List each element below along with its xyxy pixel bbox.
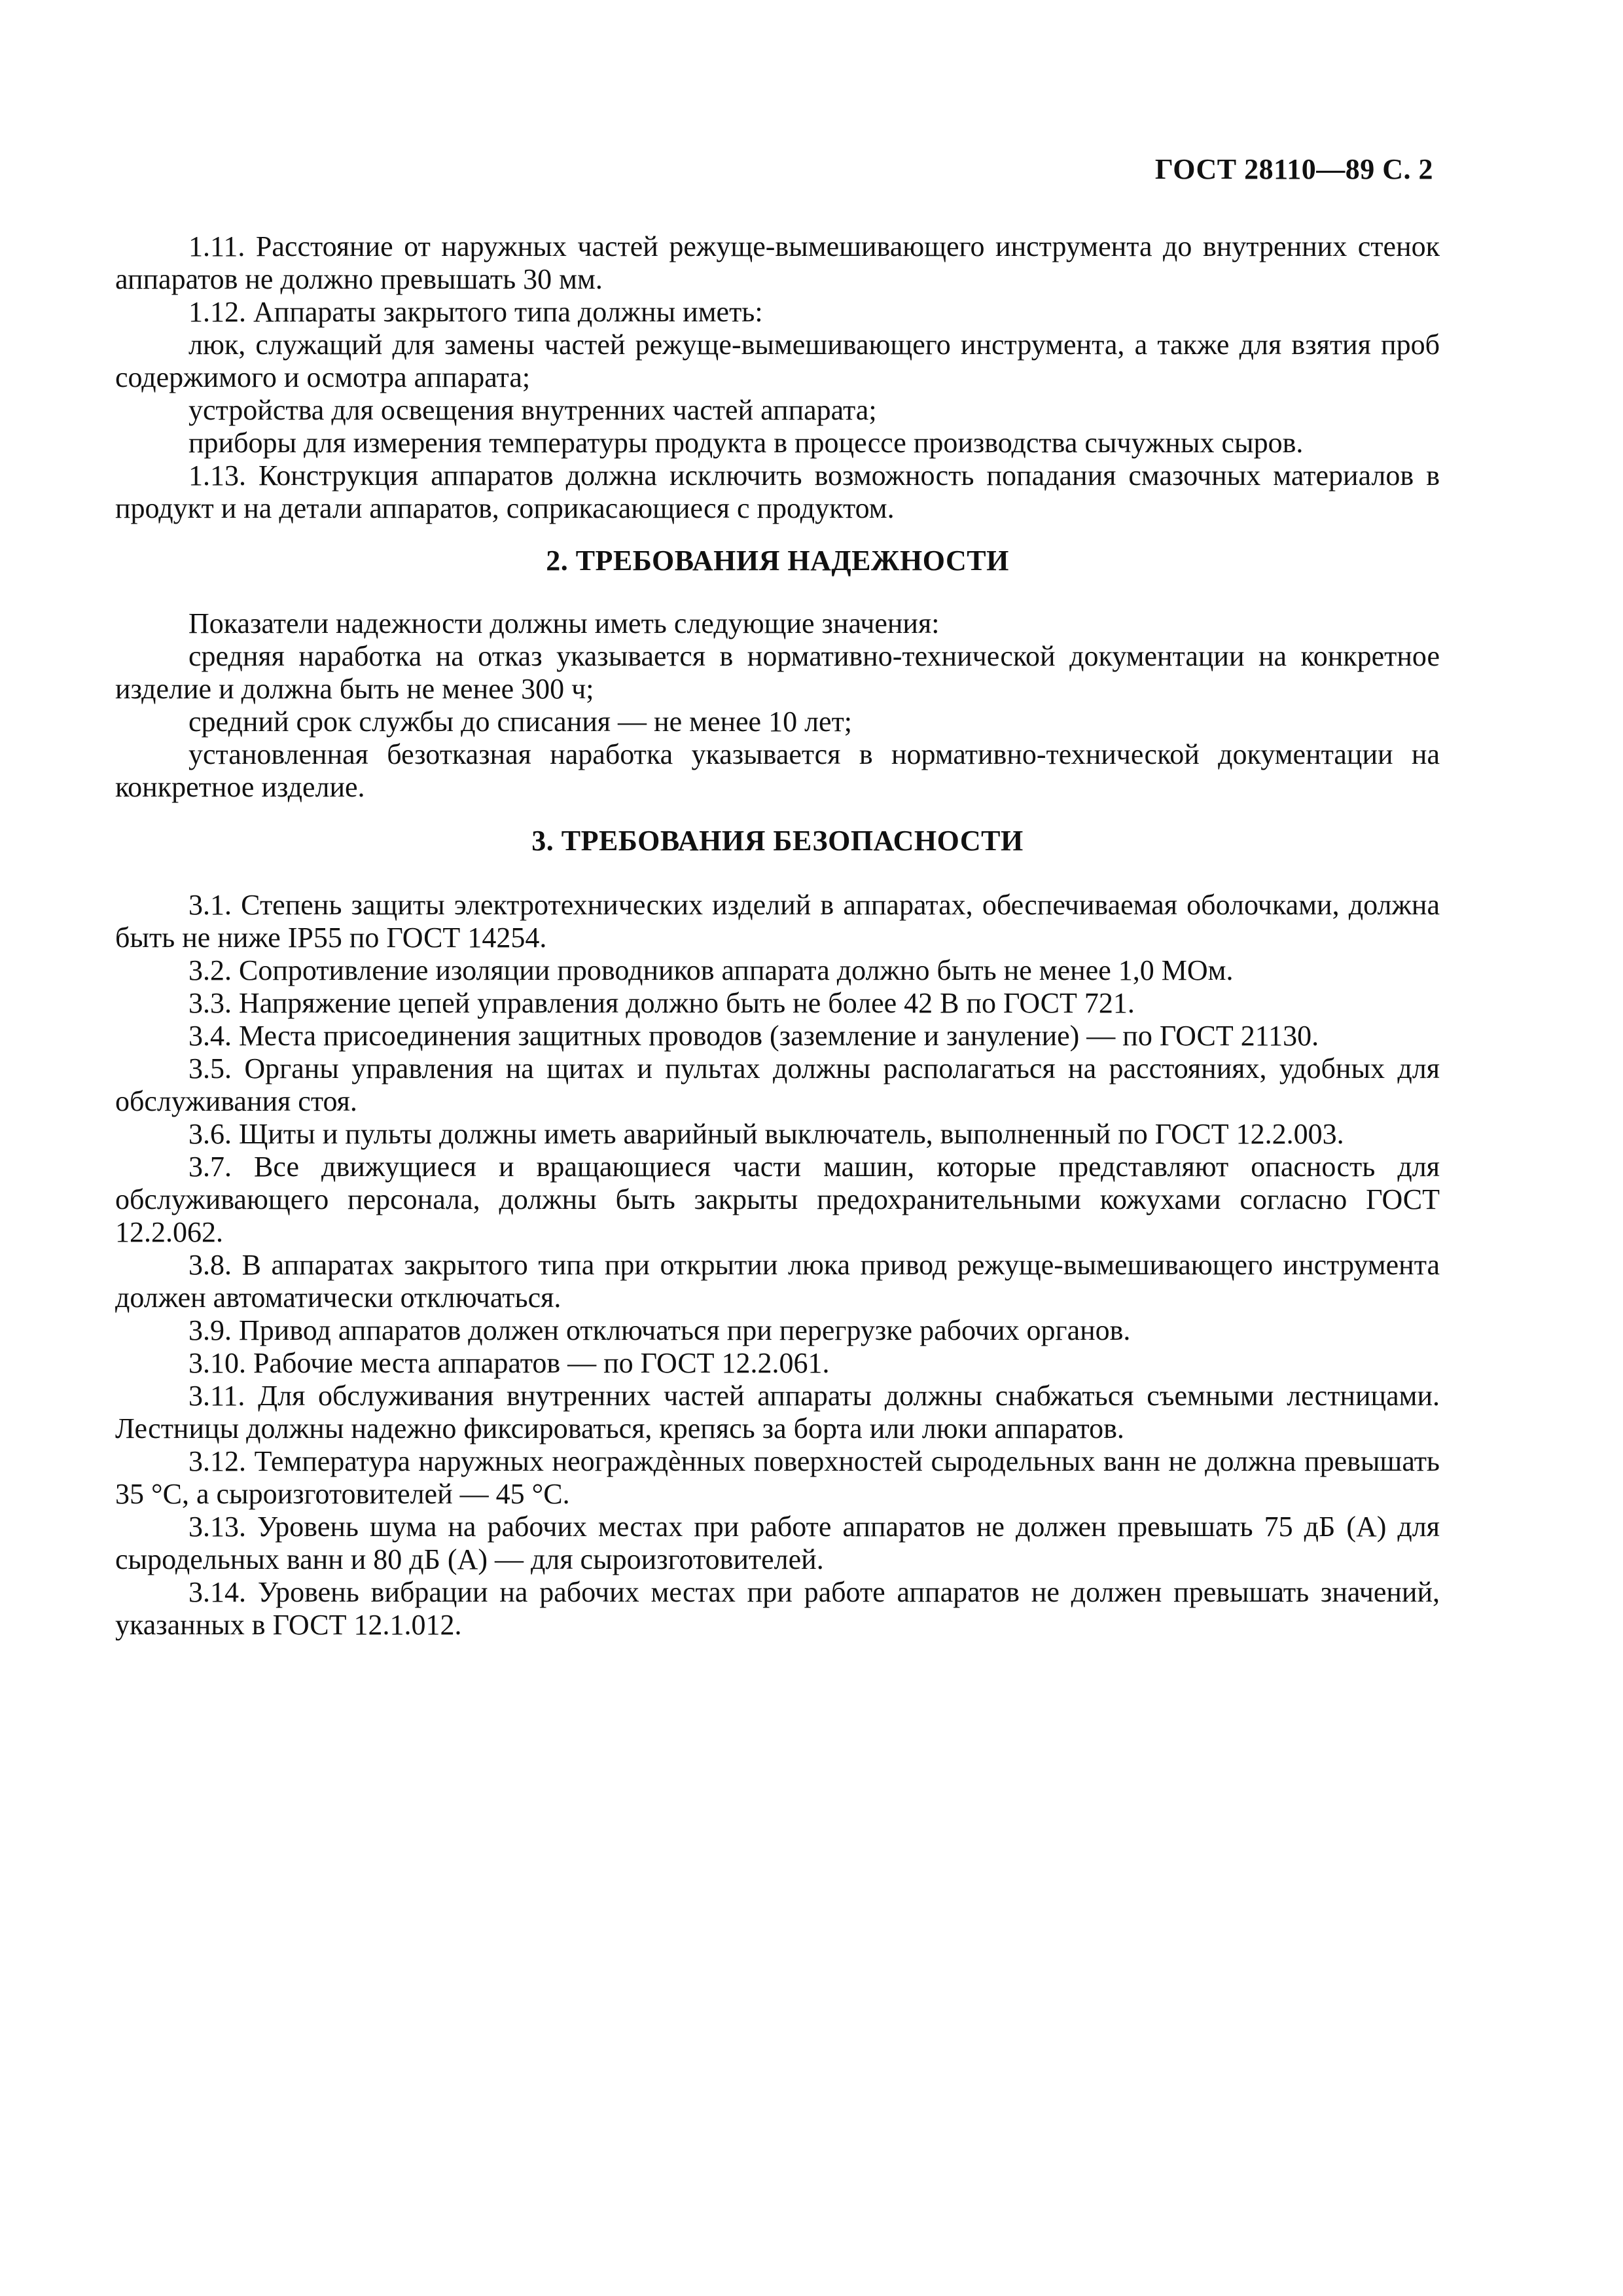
paragraph-1-12-thermometers: приборы для измерения температуры продукта в процессе производства сычужных сыров. xyxy=(188,427,1304,459)
paragraph-3-10: 3.10. Рабочие места аппаратов — по ГОСТ 12.2.061. xyxy=(188,1347,830,1379)
paragraph-3-3: 3.3. Напряжение цепей управления должно быть не более 42 В по ГОСТ 721. xyxy=(188,987,1135,1019)
section-3-title: 3. ТРЕБОВАНИЯ БЕЗОПАСНОСТИ xyxy=(531,825,1024,857)
paragraph-2-service-life: средний срок службы до списания — не менее 10 лет; xyxy=(188,706,853,738)
paragraph-3-14: 3.14. Уровень вибрации на рабочих местах при работе аппаратов не должен превышать значений, указанных в ГОСТ 12.1.012. xyxy=(115,1576,1440,1641)
paragraph-3-8: 3.8. В аппаратах закрытого типа при открытии люка привод режуще-вымешивающего инструмента должен автоматически отключаться. xyxy=(115,1249,1440,1314)
paragraph-2-intro: Показатели надежности должны иметь следующие значения: xyxy=(188,607,940,639)
section-2 xyxy=(115,607,1440,804)
paragraph-3-5: 3.5. Органы управления на щитах и пультах должны располагаться на расстояниях, удобных для обслуживания стоя. xyxy=(115,1052,1440,1117)
page-header: ГОСТ 28110—89 С. 2 xyxy=(1154,153,1433,185)
paragraph-3-12: 3.12. Температура наружных неограждѐнных поверхностей сыродельных ванн не должна превышать 35 °С, а сыроизготовителей — 45 °С. xyxy=(115,1445,1440,1510)
section-1 xyxy=(115,230,1440,525)
paragraph-2-mtbf: средняя наработка на отказ указывается в нормативно-технической документации на конкретное изделие и должна быть не менее 300 ч; xyxy=(115,640,1440,705)
document-body xyxy=(115,230,1440,1641)
paragraph-2-failure-free: установленная безотказная наработка указывается в нормативно-технической документации на конкретное изделие. xyxy=(115,738,1440,803)
paragraph-1-13: 1.13. Конструкция аппаратов должна исключить возможность попадания смазочных материалов в продукт и на детали аппаратов, соприкасающиеся с продуктом. xyxy=(115,459,1440,524)
paragraph-1-12-hatch: люк, служащий для замены частей режуще-вымешивающего инструмента, а также для взятия проб содержимого и осмотра аппарата; xyxy=(115,329,1440,393)
paragraph-1-12: 1.12. Аппараты закрытого типа должны иметь: xyxy=(188,296,763,328)
paragraph-3-1: 3.1. Степень защиты электротехнических изделий в аппаратах, обеспечиваемая оболочками, должна быть не ниже IP55 по ГОСТ 14254. xyxy=(115,889,1440,954)
paragraph-3-4: 3.4. Места присоединения защитных проводов (заземление и зануление) — по ГОСТ 21130. xyxy=(188,1020,1319,1052)
paragraph-3-13: 3.13. Уровень шума на рабочих местах при работе аппаратов не должен превышать 75 дБ (А) для сыродельных ванн и 80 дБ (А) — для сыроизготовителей. xyxy=(115,1511,1440,1575)
paragraph-1-11: 1.11. Расстояние от наружных частей режуще-вымешивающего инструмента до внутренних стенок аппаратов не должно превышать 30 мм. xyxy=(115,230,1440,295)
paragraph-3-6: 3.6. Щиты и пульты должны иметь аварийный выключатель, выполненный по ГОСТ 12.2.003. xyxy=(188,1118,1344,1150)
paragraph-1-12-lighting: устройства для освещения внутренних частей аппарата; xyxy=(188,394,877,426)
paragraph-3-11: 3.11. Для обслуживания внутренних частей аппараты должны снабжаться съемными лестницами. Лестницы должны надежно фиксироваться, крепясь за борта или люки аппаратов. xyxy=(115,1380,1440,1444)
paragraph-3-2: 3.2. Сопротивление изоляции проводников аппарата должно быть не менее 1,0 МОм. xyxy=(188,954,1234,986)
section-2-title: 2. ТРЕБОВАНИЯ НАДЕЖНОСТИ xyxy=(546,545,1009,577)
paragraph-3-7: 3.7. Все движущиеся и вращающиеся части машин, которые представляют опасность для обслуживающего персонала, должны быть закрыты предохранительными кожухами согласно ГОСТ 12.2.062. xyxy=(115,1151,1440,1248)
paragraph-3-9: 3.9. Привод аппаратов должен отключаться при перегрузке рабочих органов. xyxy=(188,1314,1131,1346)
section-3 xyxy=(115,889,1440,1641)
